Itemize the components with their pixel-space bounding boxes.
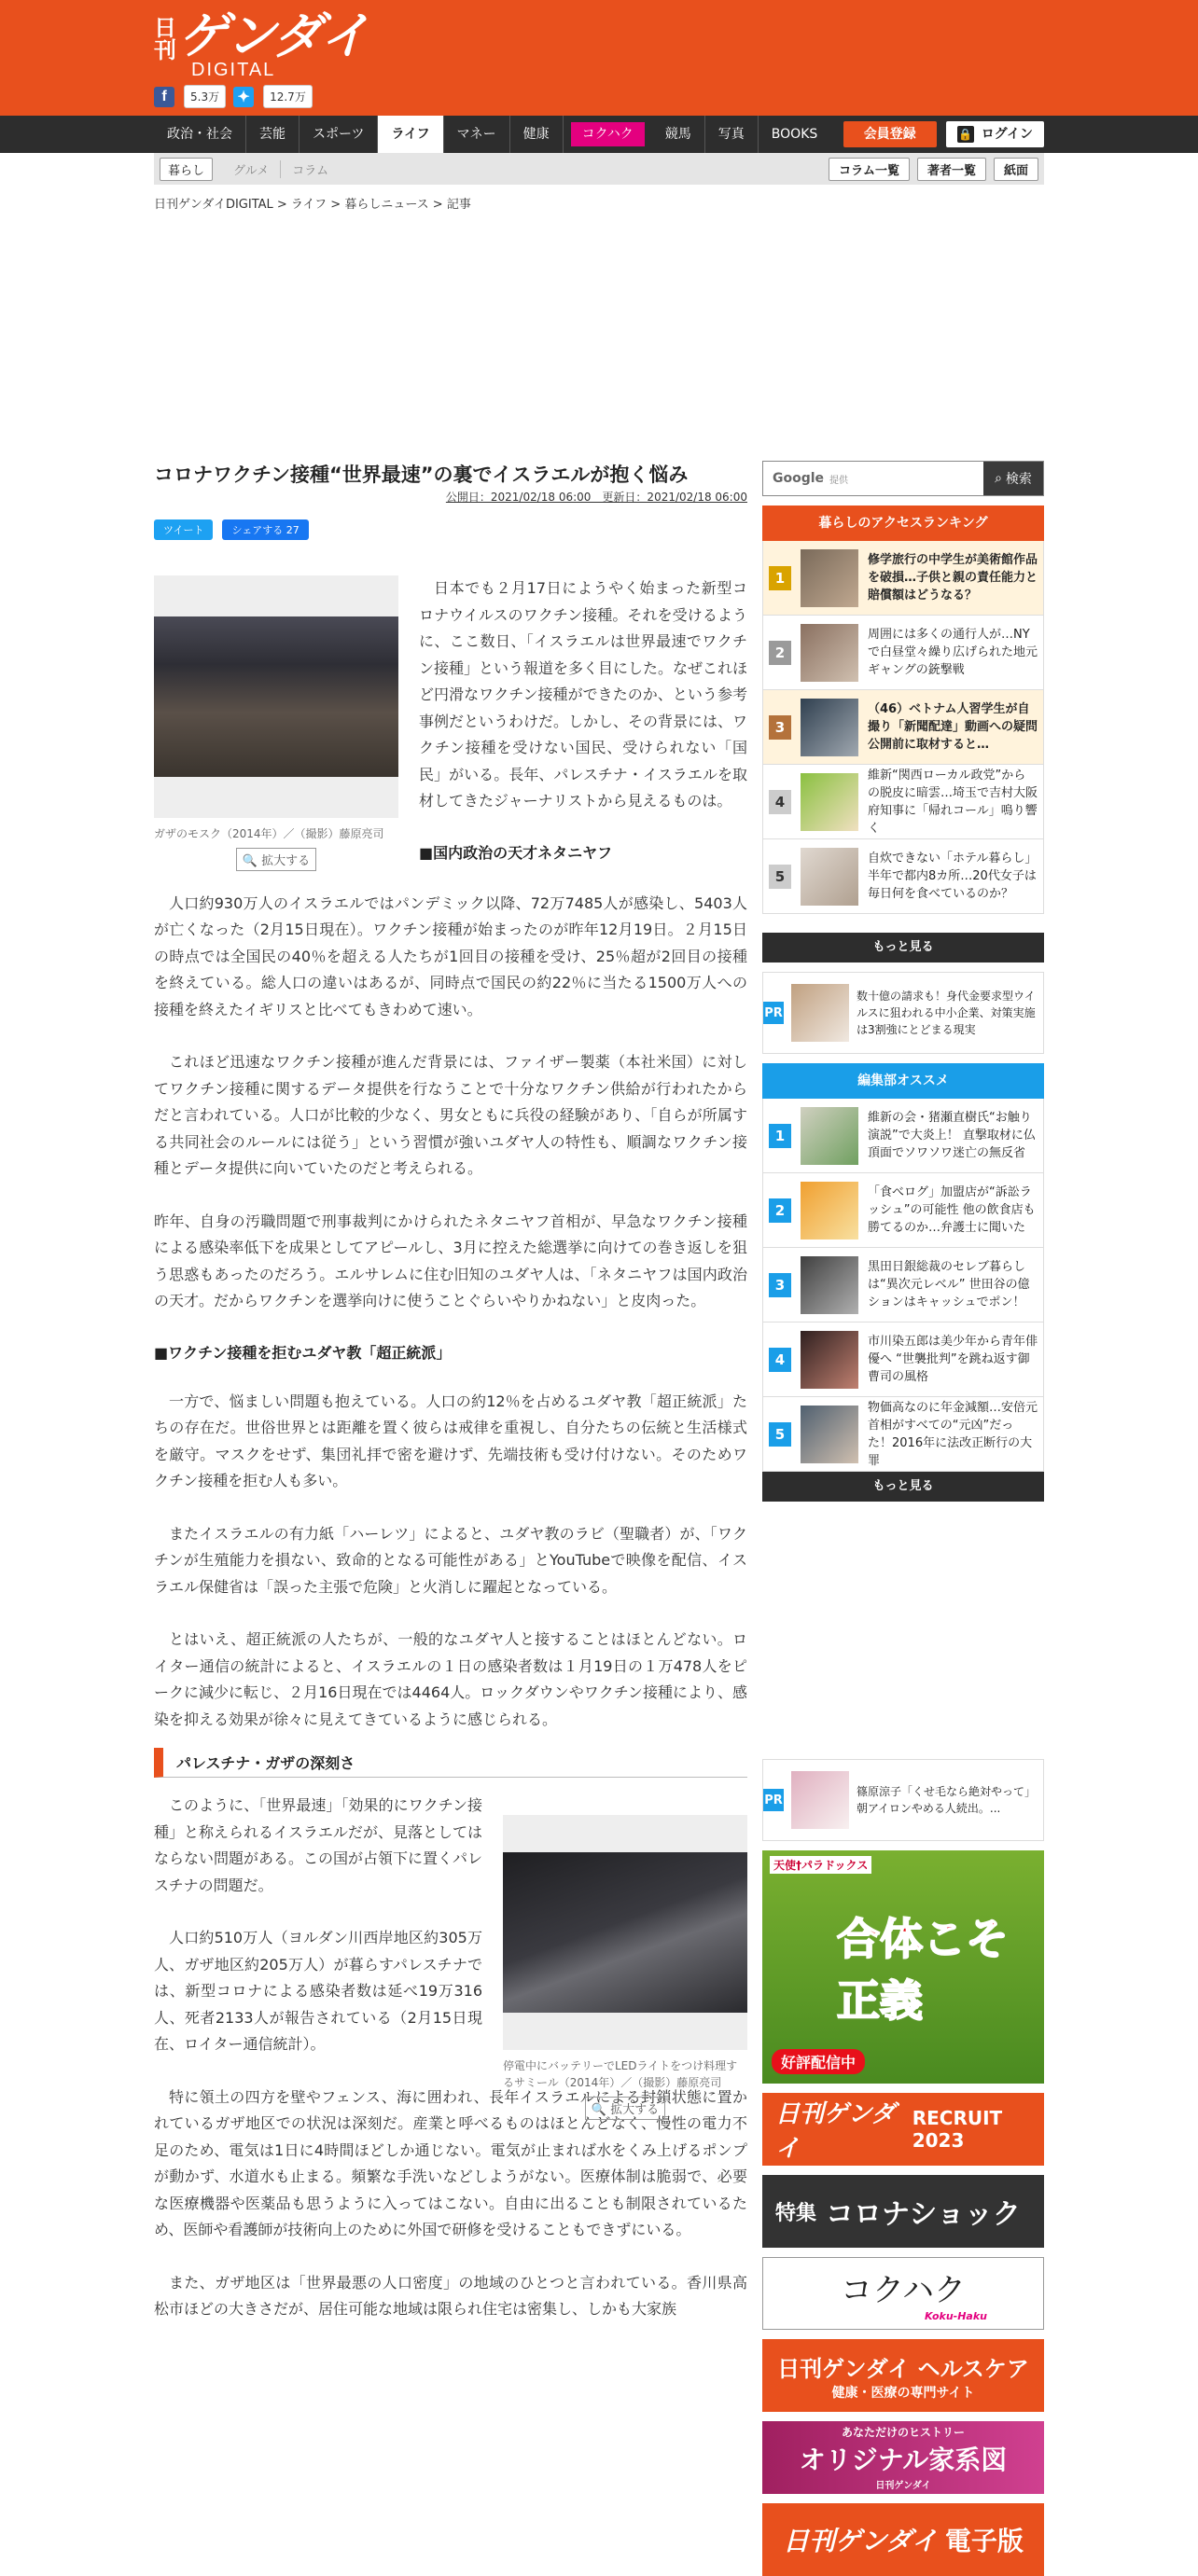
nav-item-books[interactable]: BOOKS — [771, 127, 818, 142]
article-dates: 公開日：2021/02/18 06:00 更新日：2021/02/18 06:00 — [445, 491, 747, 504]
pr-item[interactable]: PR 数十億の請求も！身代金要求型ウイルスに狙われる中小企業、対策実施は3割強にとどまる現実 — [762, 972, 1044, 1054]
zoom-button[interactable]: 🔍 拡大する — [236, 848, 316, 871]
section-heading: ■ワクチン接種を拒むユダヤ教「超正統派」 — [154, 1343, 452, 1362]
thumbnail — [791, 984, 849, 1042]
paragraph: 人口約930万人のイスラエルではパンデミック以降、72万7485人が感染し、5403人が亡くなった（2月15日現在）。ワクチン接種が始まったのが昨年12月19日。２月15日の時点では全国民の40％を超える人たちが1回目の接種を受け、25％超が2回目の接種を終えている。総人口の違いはあるが、同時点で国民の約22％に当たる1500万人への接種を終えたイギリスと比べてもきわめて速い。 — [154, 893, 747, 1018]
thumbnail — [801, 1406, 858, 1463]
nav-item-photo[interactable]: 写真 — [705, 116, 759, 153]
game-banner[interactable]: 天使†パラドックス 合体こそ正義 好評配信中 — [762, 1850, 1044, 2084]
corona-banner[interactable]: 特集 コロナショック — [762, 2175, 1044, 2248]
ebook-banner[interactable]: 日刊ゲンダイ 電子版 — [762, 2503, 1044, 2576]
cooking-photo[interactable] — [503, 1852, 747, 2013]
ranking-item[interactable]: 4 維新“関西ローカル政党”からの脱皮に暗雲…埼玉で吉村大阪府知事に「帰れコール」鳴り響く — [763, 765, 1043, 839]
paragraph: 日本でも２月17日にようやく始まった新型コロナウイルスのワクチン接種。それを受けるように、ここ数日、「イスラエルは世界最速でワクチン接種」という報道を多く目にした。なぜこれほど円滑なワクチン接種ができたのか、という参考事例だというわけだ。しかし、その背景には、ワクチン接種を受けない国民、受けられない「国民」がいる。長年、パレスチナ・イスラエルを取材してきたジャーナリストから見えるものは。 — [419, 579, 748, 810]
paragraph: このように、「世界最速」「効果的にワクチン接種」と称えられるイスラエルだが、見落としてはならない問題がある。この国が占領下に置くパレスチナの問題だ。 — [154, 1796, 483, 1894]
search-icon: ⌕ — [995, 471, 1002, 486]
recommend-item[interactable]: 5 物価高なのに年金減額…安倍元首相がすべての“元凶”だった！2016年に法改正断行の大罪 — [763, 1397, 1043, 1472]
recommend-item[interactable]: 2 「食べログ」加盟店が“訴訟ラッシュ”の可能性 他の飲食店も勝てるのか…弁護士に聞いた — [763, 1173, 1043, 1248]
nav-item-money[interactable]: マネー — [444, 116, 510, 153]
thumbnail — [801, 549, 858, 607]
social-counts — [154, 85, 313, 108]
ranking-item[interactable]: 5 自炊できない「ホテル暮らし」半年で都内8カ所…20代女子は毎日何を食べているのか？ — [763, 839, 1043, 914]
lock-icon: 🔒 — [958, 128, 973, 141]
thumbnail — [801, 848, 858, 906]
article — [154, 461, 747, 2323]
nav-item-keiba[interactable]: 競馬 — [652, 116, 705, 153]
sidebar — [762, 461, 1044, 2576]
thumbnail — [791, 1771, 849, 1829]
sub-nav — [154, 153, 1044, 185]
recruit-banner[interactable]: 日刊ゲンダイ RECRUIT 2023 — [762, 2093, 1044, 2166]
ranking-item[interactable]: 2 周囲には多くの通行人が…NYで白昼堂々繰り広げられた地元ギャングの銃撃戦 — [763, 616, 1043, 690]
author-list-button[interactable]: 著者一覧 — [917, 158, 986, 181]
facebook-share-button[interactable]: シェアする 27 — [222, 519, 308, 540]
twitter-count: 12.7万 — [263, 85, 313, 108]
main-nav — [0, 116, 1198, 153]
recommend-item[interactable]: 3 黒田日銀総裁のセレブ暮らしは“異次元レベル” 世田谷の億ションはキャッシュでポン！ — [763, 1248, 1043, 1323]
nav-item-kokuhaku[interactable]: コクハク — [571, 122, 645, 146]
site-header — [0, 0, 1198, 116]
thumbnail — [801, 1182, 858, 1240]
breadcrumb[interactable]: 日刊ゲンダイDIGITAL > ライフ > 暮らしニュース > 記事 — [154, 198, 471, 212]
subnav-gourmet[interactable]: グルメ — [222, 160, 281, 178]
nav-item-politics[interactable]: 政治・社会 — [154, 116, 246, 153]
mosque-photo[interactable] — [154, 616, 398, 777]
thumbnail — [801, 699, 858, 756]
nav-item-entertainment[interactable]: 芸能 — [246, 116, 300, 153]
subnav-kurashi[interactable]: 暮らし — [160, 158, 213, 181]
thumbnail — [801, 1256, 858, 1314]
family-tree-banner[interactable]: あなただけのヒストリー オリジナル家系図 日刊ゲンダイ — [762, 2421, 1044, 2494]
nav-item-health[interactable]: 健康 — [510, 116, 564, 153]
thumbnail — [801, 624, 858, 682]
nav-item-life[interactable]: ライフ — [378, 116, 443, 153]
section-heading: ■国内政治の天才ネタニヤフ — [419, 843, 613, 862]
figure-caption: ガザのモスク（2014年）／（撮影）藤原亮司 — [154, 827, 384, 840]
site-logo[interactable] — [154, 7, 369, 80]
site-search — [762, 461, 1044, 496]
search-input[interactable]: Google 提供 — [773, 471, 849, 486]
recommend-item[interactable]: 1 維新の会・猪瀬直樹氏“お触り演説”で大炎上！ 直撃取材に仏頂面でソワソワ迷亡の無反省 — [763, 1099, 1043, 1173]
zoom-button[interactable]: 🔍 拡大する — [585, 2097, 665, 2120]
paragraph: これほど迅速なワクチン接種が進んだ背景には、ファイザー製薬（本社米国）に対してワクチン接種に関するデータ提供を行なうことで十分なワクチン供給が行われたからだと言われている。人口が比較的少なく、男女ともに兵役の経験があり、「自らが所属する共同社会のルールには従う」という習慣が強いユダヤ人の特性も、順調なワクチン接種とデータ提供に向いていたのだと考えられる。 — [154, 1053, 747, 1177]
logo-digital: DIGITAL — [191, 60, 276, 80]
login-button[interactable] — [946, 121, 1044, 147]
recommend-more-button[interactable]: もっと見る — [762, 1472, 1044, 1502]
thumbnail — [801, 1107, 858, 1165]
pr-label: PR — [763, 1002, 784, 1024]
article-figure-2 — [503, 1815, 747, 2120]
subnav-column[interactable]: コラム — [292, 163, 329, 178]
article-title: コロナワクチン接種“世界最速”の裏でイスラエルが抱く悩み — [154, 464, 689, 486]
search-button[interactable]: ⌕ 検索 — [983, 462, 1043, 495]
ranking-more-button[interactable]: もっと見る — [762, 933, 1044, 963]
paragraph: とはいえ、超正統派の人たちが、一般的なユダヤ人と接することはほとんどない。ロイター通信の統計によると、イスラエルの１日の感染者数は１月19日の１万478人をピークに減少に転じ、２月16日現在では4464人。ロックダウンやワクチン接種により、感染を抑える効果が徐々に見えてきているように感じられる。 — [154, 1630, 747, 1728]
register-button[interactable]: 会員登録 — [843, 121, 937, 147]
ranking-item[interactable]: 3 （46）ベトナム人習学生が自撮り「新聞配達」動画への疑問 公開前に取材すると… — [763, 690, 1043, 765]
ranking-item[interactable]: 1 修学旅行の中学生が美術館作品を破損…子供と親の責任能力と賠償額はどうなる？ — [763, 541, 1043, 616]
recommend-header: 編集部オススメ — [762, 1063, 1044, 1099]
paragraph: 人口約510万人（ヨルダン川西岸地区約305万人、ガザ地区約205万人）が暮らすパレスチナでは、新型コロナによる感染者数は延べ19万316人、死者2133人が報告されている（2月15日現在、ロイター通信統計）。 — [154, 1929, 482, 2053]
healthcare-banner[interactable]: 日刊ゲンダイ ヘルスケア 健康・医療の専門サイト — [762, 2339, 1044, 2412]
ranking-header: 暮らしのアクセスランキング — [762, 506, 1044, 541]
tweet-button[interactable]: ツイート — [154, 519, 213, 540]
paragraph: 一方で、悩ましい問題も抱えている。人口の約12％を占めるユダヤ教「超正統派」たちの存在だ。世俗世界とは距離を置く彼らは戒律を重視し、自分たちの伝統と生活様式を厳守。マスクをせず、集団礼拝で密を避けず、先端技術も受け付けない。そのためワクチン接種を拒む人も多い。 — [154, 1392, 747, 1489]
ranking-list — [762, 541, 1044, 914]
recommend-list — [762, 1099, 1044, 1472]
figure-caption: 停電中にバッテリーでLEDライトをつけ料理するサミール（2014年）／（撮影）藤原亮司 — [503, 2059, 738, 2089]
twitter-icon[interactable]: ✦ — [233, 87, 254, 107]
paragraph: またイスラエルの有力紙「ハーレツ」によると、ユダヤ教のラビ（聖職者）が、「ワクチンが生殖能力を損ない、致命的となる可能性がある」とYouTubeで映像を配信、イスラエル保健省は「誤った主張で危険」と火消しに躍起となっている。 — [154, 1524, 747, 1596]
login-label: ログイン — [981, 127, 1033, 142]
thumbnail — [801, 1331, 858, 1389]
facebook-count: 5.3万 — [184, 85, 226, 108]
facebook-icon[interactable]: f — [154, 87, 174, 107]
thumbnail — [801, 773, 858, 831]
section-heading-bar: パレスチナ・ガザの深刻さ — [154, 1748, 747, 1778]
logo-nikkan: 日刊 — [154, 14, 176, 63]
pr-label: PR — [763, 1789, 784, 1811]
logo-gendai: ゲンダイ — [178, 7, 369, 65]
article-figure-1 — [154, 575, 398, 871]
paper-button[interactable]: 紙面 — [994, 158, 1038, 181]
paragraph: また、ガザ地区は「世界最悪の人口密度」の地域のひとつと言われている。香川県高松市ほどの大きさだが、居住可能な地域は限られ住宅は密集し、しかも大家族 — [154, 2273, 747, 2318]
paragraph: 特に領土の四方を壁やフェンス、海に囲われ、長年イスラエルによる封鎖状態に置かれているガザ地区での状況は深刻だ。産業と呼べるものはほとんどなく、慢性の電力不足のため、電気は1日に4時間ほどしか通じない。電気が止まれば水をくみ上げるポンプが動かず、水道水も止まる。頻繁な手洗いなどしようがない。医療体制は脆弱で、必要な医療機器や医薬品も思うように入ってはこない。自由に出ることも制限されているため、医師や看護師が技術向上のために外国で研修を受けることもできずにいる。 — [154, 2087, 747, 2238]
recommend-item[interactable]: 4 市川染五郎は美少年から青年俳優へ “世襲批判”を跳ね返す御曹司の風格 — [763, 1323, 1043, 1397]
nav-item-sports[interactable]: スポーツ — [300, 116, 378, 153]
kokuhaku-banner[interactable]: コクハク Koku-Haku — [762, 2257, 1044, 2330]
column-list-button[interactable]: コラム一覧 — [829, 158, 910, 181]
paragraph: 昨年、自身の汚職問題で刑事裁判にかけられたネタニヤフ首相が、早急なワクチン接種による感染率低下を成果としてアピールし、3月に控えた総選挙に向けての巻き返しを狙う思惑もあったのだろう。エルサレムに住む旧知のユダヤ人は、「ネタニヤフは国内政治の天才。だからワクチンを選挙向けに使うことぐらいやりかねない」と皮肉った。 — [154, 1212, 747, 1309]
pr-item[interactable]: PR 篠原涼子「くせ毛なら絶対やって」朝アイロンやめる人続出。... — [762, 1759, 1044, 1841]
